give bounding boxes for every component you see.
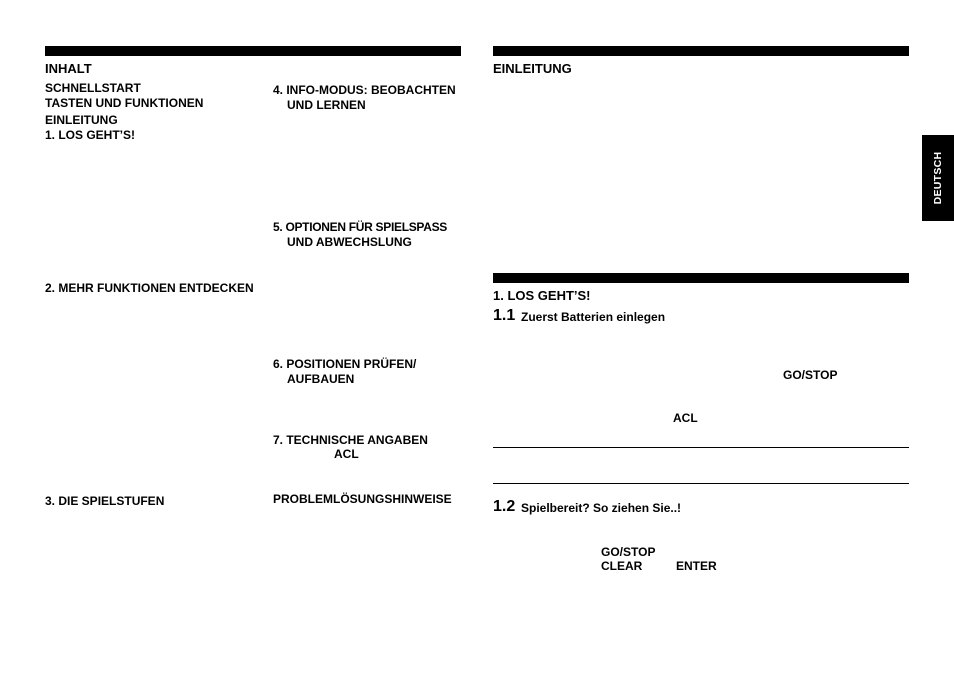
toc-item-positionen-line2: AUFBAUEN bbox=[287, 372, 355, 386]
key-clear: CLEAR bbox=[601, 559, 643, 573]
toc-item-schnellstart: SCHNELLSTART bbox=[45, 81, 141, 95]
note-rule-bottom bbox=[493, 483, 909, 484]
note-rule-top bbox=[493, 447, 909, 448]
subsection-1-number: 1.1 bbox=[493, 307, 516, 324]
toc-item-problemloesung: PROBLEMLÖSUNGSHINWEISE bbox=[273, 492, 452, 506]
toc-item-optionen-line2: UND ABWECHSLUNG bbox=[287, 235, 412, 249]
toc-item-optionen: 5. OPTIONEN FÜR SPIELSPASS bbox=[273, 220, 448, 234]
intro-heading: EINLEITUNG bbox=[493, 61, 572, 76]
subsection-2-number: 1.2 bbox=[493, 498, 516, 515]
language-tab-label: DEUTSCH bbox=[932, 151, 944, 205]
toc-item-tasten: TASTEN UND FUNKTIONEN bbox=[45, 96, 204, 110]
toc-item-acl: ACL bbox=[334, 447, 359, 461]
key-gostop-2: GO/STOP bbox=[601, 545, 656, 559]
toc-item-mehr-funktionen: 2. MEHR FUNKTIONEN ENTDECKEN bbox=[45, 281, 254, 295]
key-acl: ACL bbox=[673, 411, 698, 425]
toc-item-technische-angaben: 7. TECHNISCHE ANGABEN bbox=[273, 433, 428, 447]
toc-item-los-gehts: 1. LOS GEHT’S! bbox=[45, 128, 136, 142]
toc-item-positionen: 6. POSITIONEN PRÜFEN/ bbox=[273, 357, 417, 371]
toc-item-einleitung: EINLEITUNG bbox=[45, 113, 118, 127]
key-gostop: GO/STOP bbox=[783, 368, 838, 382]
toc-item-info-modus-line2: UND LERNEN bbox=[287, 98, 366, 112]
toc-heading: INHALT bbox=[45, 61, 92, 76]
section-title: 1. LOS GEHT’S! bbox=[493, 288, 591, 303]
language-tab bbox=[922, 135, 954, 221]
right-header-rule bbox=[493, 46, 909, 56]
left-header-rule bbox=[45, 46, 461, 56]
key-enter: ENTER bbox=[676, 559, 717, 573]
toc-item-spielstufen: 3. DIE SPIELSTUFEN bbox=[45, 494, 165, 508]
subsection-2-title: Spielbereit? So ziehen Sie..! bbox=[521, 501, 682, 515]
subsection-1-title: Zuerst Batterien einlegen bbox=[521, 310, 666, 324]
section-rule bbox=[493, 273, 909, 283]
toc-item-info-modus: 4. INFO-MODUS: BEOBACHTEN bbox=[273, 83, 456, 97]
